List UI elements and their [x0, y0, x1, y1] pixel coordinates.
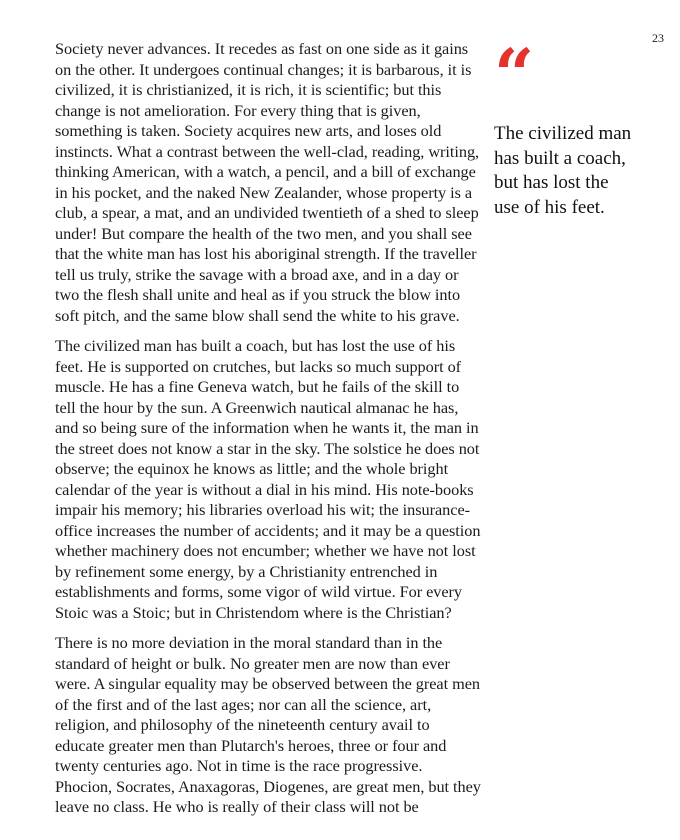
page-number: 23 [652, 31, 664, 45]
body-text [55, 39, 481, 828]
paragraph-2: The civilized man has built a coach, but has lost the use of his feet. He is supported on crutches, but lacks so much support of muscle. He has a fine Geneva watch, but he fails of the skill to tell the hour by the sun. A Greenwich nautical almanac he has, and so being sure of the information when he wants it, the man in the street does not know a star in the sky. The solstice he does not observe; the equinox he knows as little; and the whole bright calendar of the year is without a dial in his mind. His note-books impair his memory; his libraries overload his wit; the insurance-office increases the number of accidents; and it may be a question whether machinery does not encumber; whether we have not lost by refinement some energy, by a Christianity entrenched in establishments and forms, some vigor of wild virtue. For every Stoic was a Stoic; but in Christendom where is the Christian? [55, 336, 481, 622]
quote-mark-icon: “ [494, 33, 535, 116]
pullquote [494, 33, 644, 218]
paragraph-3: There is no more deviation in the moral standard than in the standard of height or bulk. No greater men are now than ever were. A singular equality may be observed between the great men of the first and of the last ages; nor can all the science, art, religion, and philosophy of the nineteenth century avail to educate greater men than Plutarch's heroes, three or four and twenty centuries ago. Not in time is the race progressive. Phocion, Socrates, Anaxagoras, Diogenes, are great men, but they leave no class. He who is really of their class will not be [55, 633, 481, 816]
paragraph-1: Society never advances. It recedes as fast on one side as it gains on the other. It undergoes continual changes; it is barbarous, it is civilized, it is christianized, it is rich, it is scientific; but this change is not amelioration. For every thing that is given, something is taken. Society acquires new arts, and loses old instincts. What a contrast between the well-clad, reading, writing, thinking American, with a watch, a pencil, and a bill of exchange in his pocket, and the naked New Zealander, whose property is a club, a spear, a mat, and an undivided twentieth of a shed to sleep under! But compare the health of the two men, and you shall see that the white man has lost his aboriginal strength. If the traveller tell us truly, strike the savage with a broad axe, and in a day or two the flesh shall unite and heal as if you struck the blow into soft pitch, and the same blow shall send the white to his grave. [55, 39, 480, 325]
pullquote-text: The civilized man has built a coach, but has lost the use of his feet. [494, 123, 632, 218]
